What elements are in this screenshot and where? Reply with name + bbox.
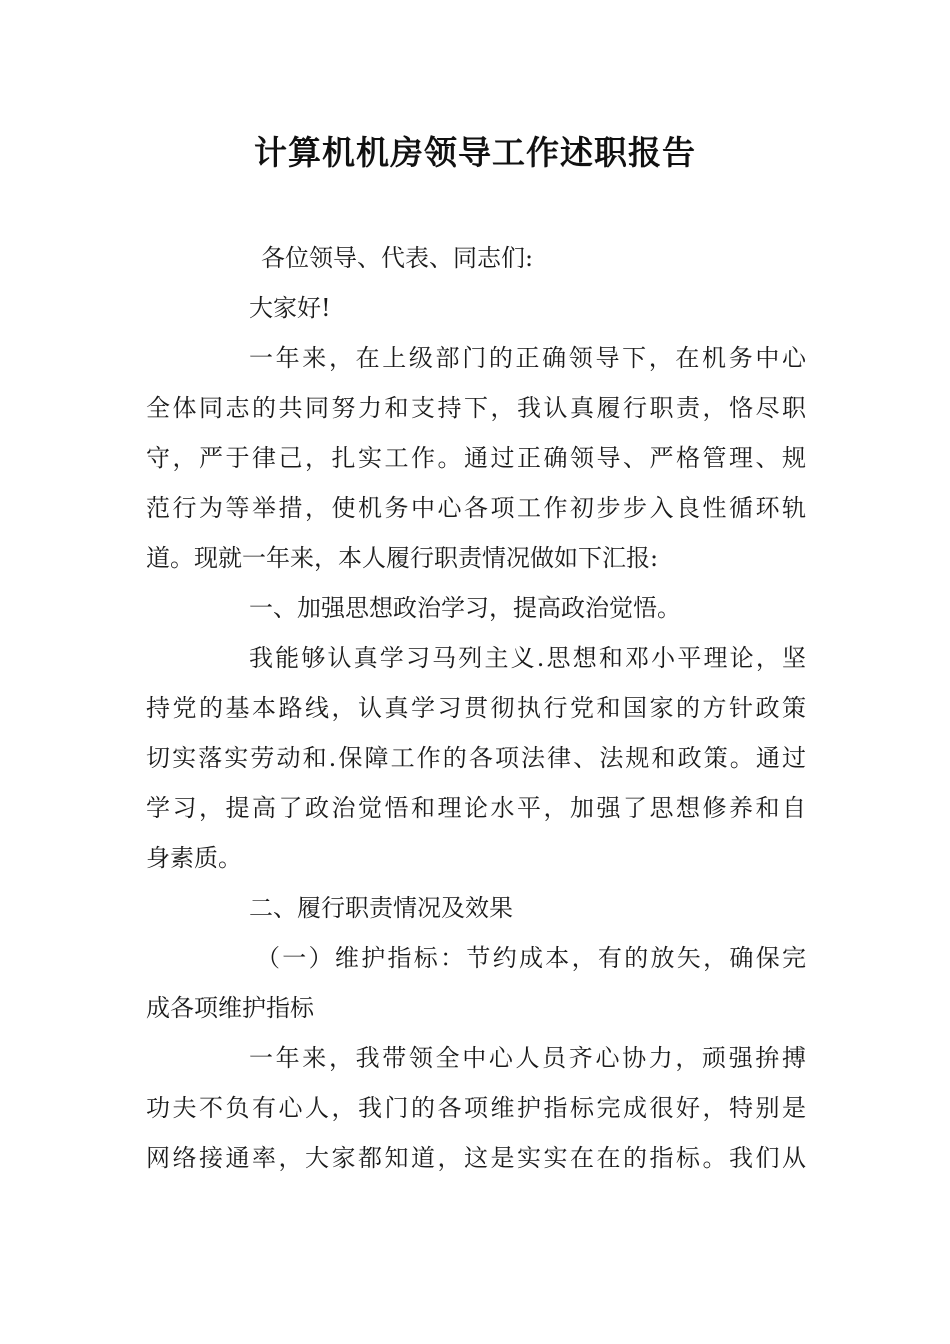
section-heading: 二、履行职责情况及效果 <box>249 894 513 922</box>
greeting-line: 大家好! <box>249 294 331 322</box>
subsection-heading: 成各项维护指标 <box>146 994 314 1022</box>
paragraph-line: 范行为等举措，使机务中心各项工作初步步入良性循环轨 <box>146 494 806 522</box>
paragraph-line: 切实落实劳动和.保障工作的各项法律、法规和政策。通过 <box>146 744 806 772</box>
subsection-heading: （一）维护指标：节约成本，有的放矢，确保完 <box>256 944 806 972</box>
paragraph-line: 学习，提高了政治觉悟和理论水平，加强了思想修养和自 <box>146 794 806 822</box>
paragraph-line: 功夫不负有心人，我门的各项维护指标完成很好，特别是 <box>146 1094 806 1122</box>
paragraph-line: 网络接通率，大家都知道，这是实实在在的指标。我们从 <box>146 1144 806 1172</box>
paragraph-line: 持党的基本路线，认真学习贯彻执行党和国家的方针政策 <box>146 694 806 722</box>
salutation-line: 各位领导、代表、同志们: <box>261 244 534 272</box>
document-title: 计算机机房领导工作述职报告 <box>254 133 696 172</box>
paragraph-line: 一年来，我带领全中心人员齐心协力，顽强拚搏 <box>249 1044 806 1072</box>
paragraph-line: 守，严于律己，扎实工作。通过正确领导、严格管理、规 <box>146 444 806 472</box>
paragraph-line: 身素质。 <box>146 844 242 872</box>
paragraph-line: 我能够认真学习马列主义.思想和邓小平理论，坚 <box>249 644 806 672</box>
paragraph-line: 全体同志的共同努力和支持下，我认真履行职责，恪尽职 <box>146 394 806 422</box>
paragraph-line: 道。现就一年来，本人履行职责情况做如下汇报: <box>146 544 659 572</box>
document-body <box>146 233 806 1183</box>
section-heading: 一、加强思想政治学习，提高政治觉悟。 <box>249 594 681 622</box>
paragraph-line: 一年来，在上级部门的正确领导下，在机务中心 <box>249 344 806 372</box>
